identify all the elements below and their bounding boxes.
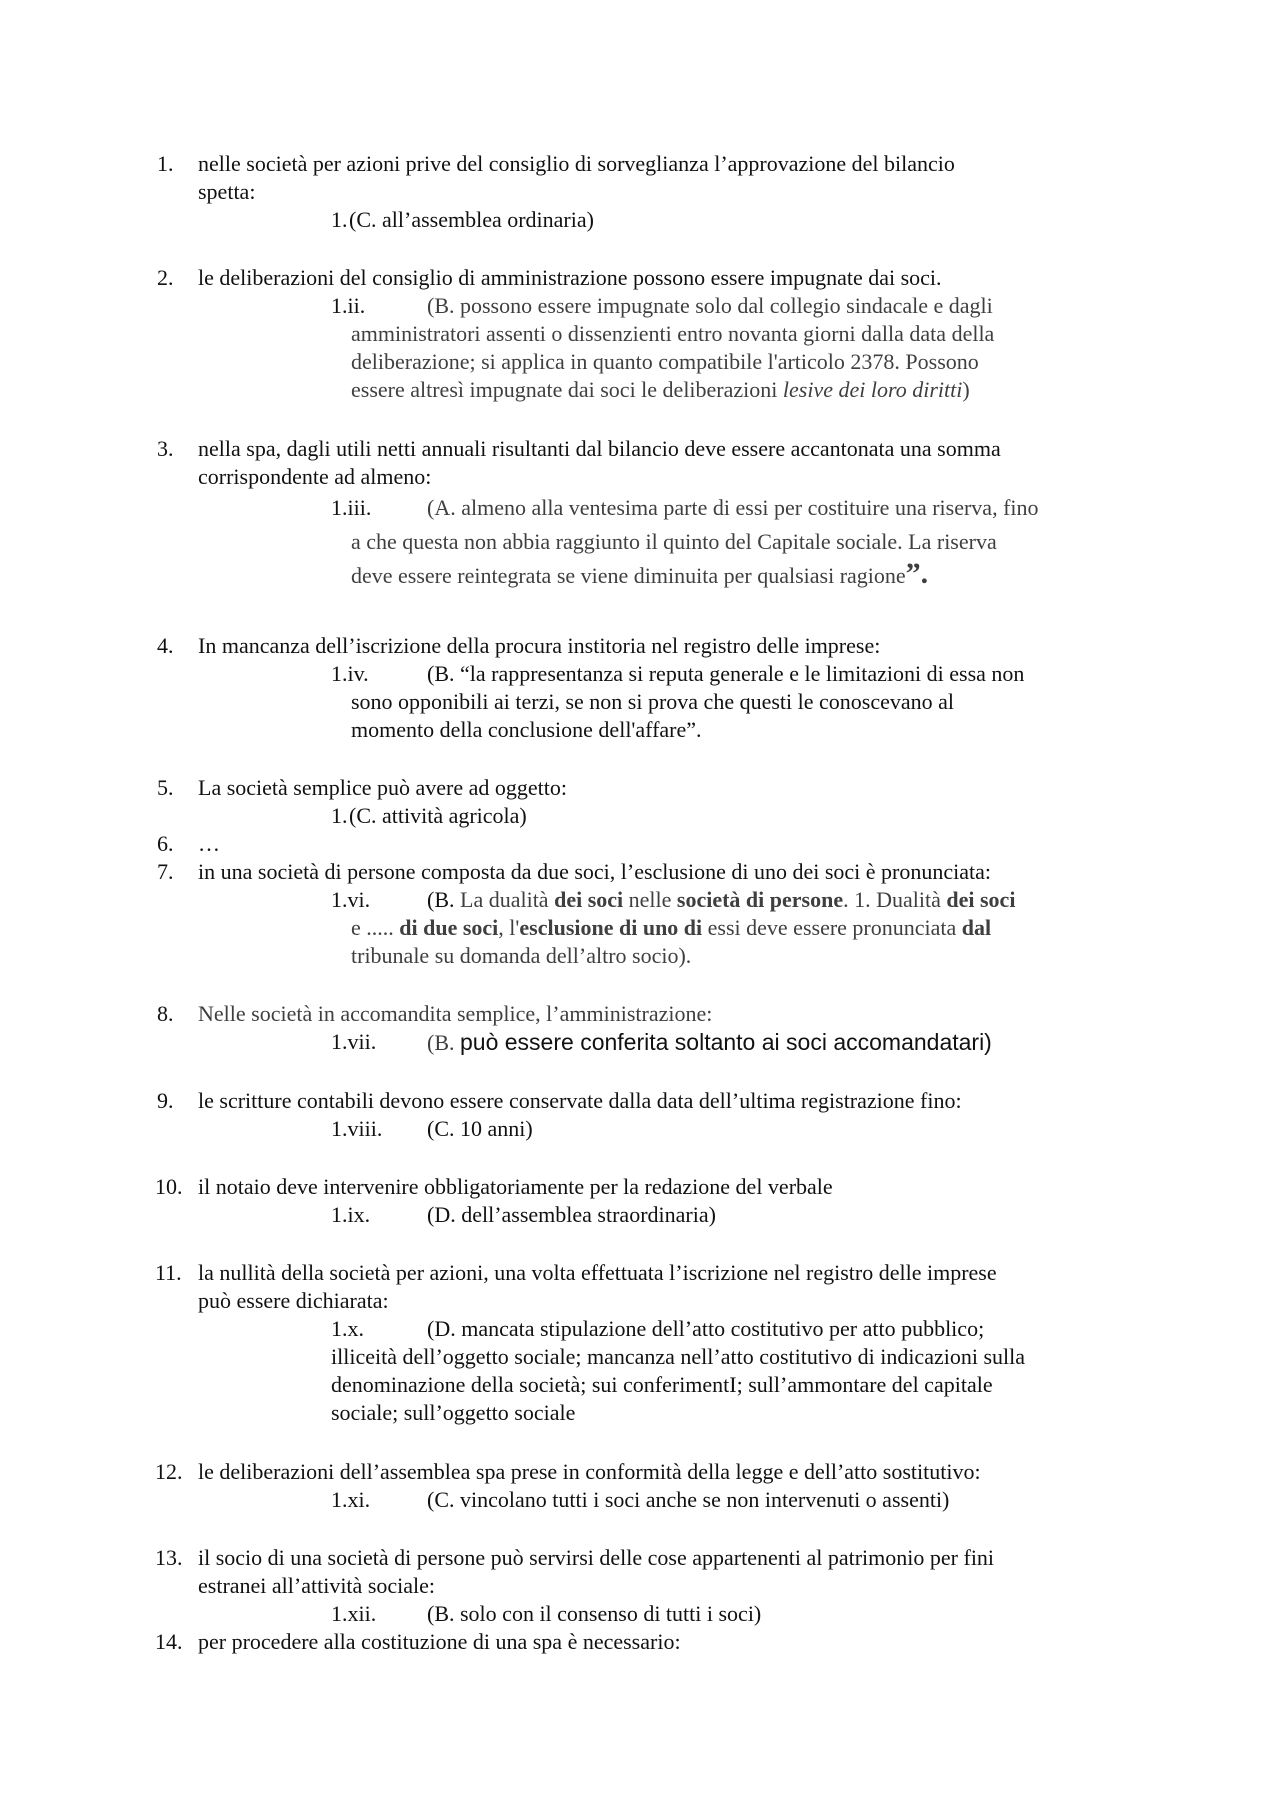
- question-item-11: [157, 1259, 1157, 1427]
- question-text: 1. nelle società per azioni prive del consiglio di sorveglianza l’approvazione del bilancio spetta:: [157, 151, 955, 204]
- question-item-6: [157, 830, 1157, 858]
- question-item-2: [157, 264, 1157, 404]
- question-number: 13.: [155, 1545, 183, 1570]
- question-text: 9. le scritture contabili devono essere conservate dalla data dell’ultima registrazione fino:: [157, 1088, 962, 1113]
- question-number: 11.: [155, 1260, 182, 1285]
- question-number: 4.: [157, 633, 174, 658]
- question-number: 5.: [157, 775, 174, 800]
- answer-text: 1.xi. (C. vincolano tutti i soci anche se non intervenuti o assenti): [331, 1487, 950, 1512]
- question-number: 14.: [155, 1629, 183, 1654]
- question-item-12: [157, 1458, 1157, 1514]
- answer-text: 1.viii. (C. 10 anni): [331, 1116, 533, 1141]
- question-item-1: [157, 150, 1157, 234]
- answer-text: 1.iii. (A. almeno alla ventesima parte di essi per costituire una riserva, fino a che questa non abbia raggiunto il quinto del Capitale sociale. La riserva deve essere reintegrata se viene diminuita per qualsiasi ragione”.: [331, 491, 1157, 593]
- answer-label: 1.viii.: [331, 1116, 383, 1141]
- question-number: 10.: [155, 1174, 183, 1199]
- answer-label: 1.vii.: [331, 1029, 377, 1054]
- answer-text: 1.x. (D. mancata stipulazione dell’atto costitutivo per atto pubblico; illiceità dell’oggetto sociale; mancanza nell’atto costitutivo di indicazioni sulla denominazione della società; sui conferimentI; sull’ammontare del capitale sociale; sull’oggetto sociale: [331, 1316, 1025, 1425]
- question-text: 4. In mancanza dell’iscrizione della procura institoria nel registro delle imprese:: [157, 633, 881, 658]
- question-number: 1.: [157, 151, 174, 176]
- question-text: 5. La società semplice può avere ad oggetto:: [157, 775, 567, 800]
- question-item-7: [157, 858, 1157, 970]
- question-text: 7. in una società di persone composta da due soci, l’esclusione di uno dei soci è pronunciata:: [157, 859, 991, 884]
- answer-text: 1.vi. (B. La dualità dei soci nelle società di persone. 1. Dualità dei soci e ..... di due soci, l'esclusione di uno di essi deve essere pronunciata dal tribunale su domanda dell’altro socio).: [331, 887, 1016, 968]
- question-item-9: [157, 1087, 1157, 1143]
- question-item-3: [157, 435, 1157, 593]
- question-text: 13. il socio di una società di persone può servirsi delle cose appartenenti al patrimonio per fini estranei all’attività sociale:: [155, 1545, 995, 1598]
- answer-text: 1. (C. attività agricola): [331, 803, 527, 828]
- answer-label: 1.xi.: [331, 1487, 371, 1512]
- answer-text: 1.ix. (D. dell’assemblea straordinaria): [331, 1202, 716, 1227]
- answer-text: 1.xii. (B. solo con il consenso di tutti i soci): [331, 1601, 762, 1626]
- answer-label: 1.vi.: [331, 887, 371, 912]
- question-item-10: [157, 1173, 1157, 1229]
- question-item-4: [157, 632, 1157, 744]
- question-number: 7.: [157, 859, 174, 884]
- answer-label: 1.x.: [331, 1316, 364, 1341]
- question-text: 8. Nelle società in accomandita semplice, l’amministrazione:: [157, 1001, 713, 1026]
- question-text: 2. le deliberazioni del consiglio di amministrazione possono essere impugnate dai soci.: [157, 265, 942, 290]
- question-number: 12.: [155, 1459, 183, 1484]
- answer-label: 1.ix.: [331, 1202, 371, 1227]
- question-number: 6.: [157, 831, 174, 856]
- answer-text: 1.iv. (B. “la rappresentanza si reputa generale e le limitazioni di essa non sono opponibili ai terzi, se non si prova che questi le conoscevano al momento della conclusione dell'affare”.: [331, 661, 1025, 742]
- question-item-8: [157, 1000, 1157, 1057]
- question-text: 12. le deliberazioni dell’assemblea spa prese in conformità della legge e dell’atto sostitutivo:: [155, 1459, 981, 1484]
- question-text: 10. il notaio deve intervenire obbligatoriamente per la redazione del verbale: [155, 1174, 833, 1199]
- answer-text: 1.ii. (B. possono essere impugnate solo dal collegio sindacale e dagli amministratori assenti o dissenzienti entro novanta giorni dalla data della deliberazione; si applica in quanto compatibile l'articolo 2378. Possono essere altresì impugnate dai soci le deliberazioni lesive dei loro diritti): [331, 293, 995, 402]
- question-text: 6. …: [157, 831, 220, 856]
- answer-text: 1.vii. (B. può essere conferita soltanto ai soci accomandatari): [331, 1029, 992, 1055]
- question-item-5: [157, 774, 1157, 830]
- question-text: 14. per procedere alla costituzione di una spa è necessario:: [155, 1629, 681, 1654]
- question-number: 9.: [157, 1088, 174, 1113]
- answer-label: 1.xii.: [331, 1601, 377, 1626]
- question-item-13: [157, 1544, 1157, 1628]
- question-text: 3. nella spa, dagli utili netti annuali risultanti dal bilancio deve essere accantonata una somma corrispondente ad almeno:: [157, 436, 1001, 489]
- answer-text: 1. (C. all’assemblea ordinaria): [331, 207, 594, 232]
- answer-label: 1.ii.: [331, 293, 366, 318]
- answer-label: 1.iii.: [331, 495, 372, 520]
- question-item-14: [157, 1628, 1157, 1656]
- question-number: 8.: [157, 1001, 174, 1026]
- question-text: 11. la nullità della società per azioni, una volta effettuata l’iscrizione nel registro delle imprese può essere dichiarata:: [155, 1260, 997, 1313]
- question-number: 2.: [157, 265, 174, 290]
- answer-label: 1.iv.: [331, 661, 369, 686]
- question-number: 3.: [157, 436, 174, 461]
